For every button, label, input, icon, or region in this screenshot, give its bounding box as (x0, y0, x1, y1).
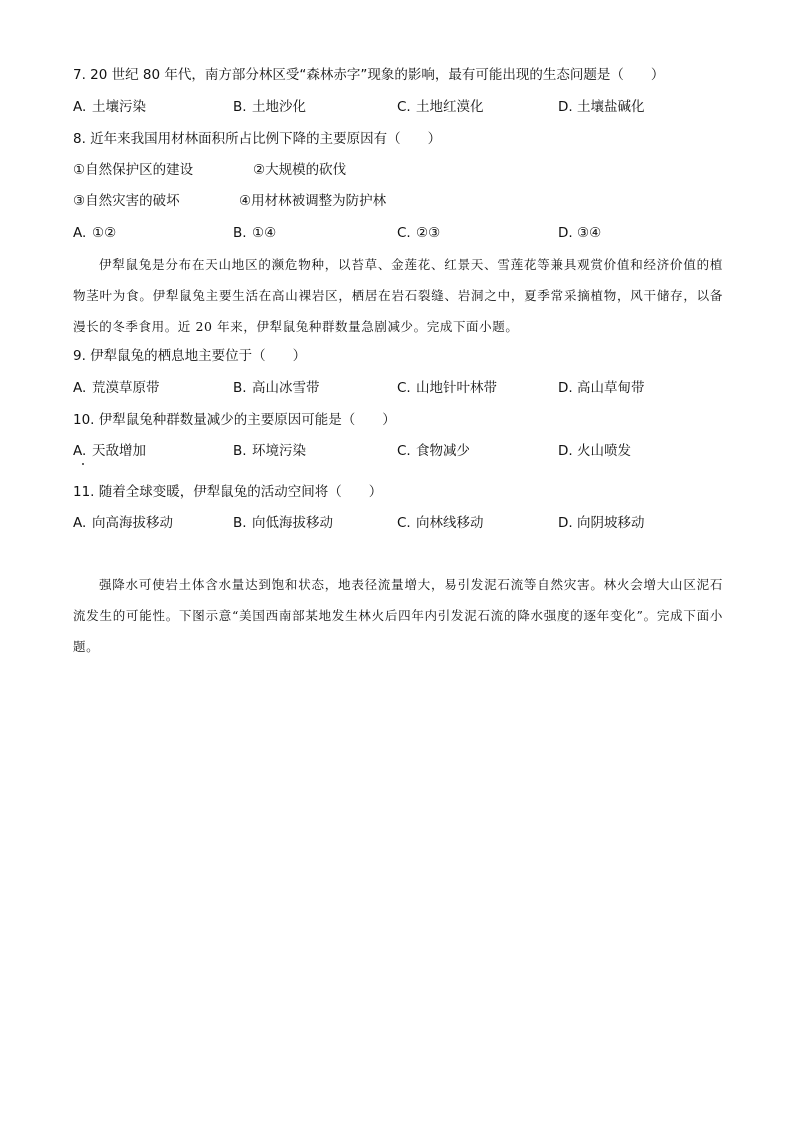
question-8-option-b (233, 224, 276, 242)
option-key: C. (397, 380, 411, 396)
option-text: ②③ (416, 225, 441, 241)
option-key: A. (73, 443, 87, 459)
question-7-option-c (397, 98, 484, 116)
option-text: 山地针叶林带 (416, 380, 497, 396)
question-11-option-c (397, 514, 484, 532)
option-key: D. (558, 225, 573, 241)
question-9-option-b (233, 379, 320, 397)
option-key: D. (558, 99, 573, 115)
option-key: A. (73, 99, 87, 115)
option-text: 食物减少 (416, 443, 470, 459)
question-7-stem: 7. 20 世纪 80 年代，南方部分林区受“森林赤字”现象的影响，最有可能出现的生态问题是（ ） (73, 67, 665, 83)
option-text: 火山喷发 (577, 443, 631, 459)
option-text: 土壤盐碱化 (577, 99, 645, 115)
question-8-statement-3: ③自然灾害的破坏 (73, 193, 180, 209)
option-text: 天敌增加 (92, 443, 146, 459)
question-10-option-a (73, 442, 146, 460)
option-text: ③④ (577, 225, 602, 241)
option-text: ①④ (252, 225, 277, 241)
option-key: D. (558, 380, 573, 396)
question-10-option-c (397, 442, 470, 460)
question-8-option-c (397, 224, 440, 242)
option-key: C. (397, 515, 411, 531)
question-7-option-a (73, 98, 146, 116)
question-10-stem: 10. 伊犁鼠兔种群数量减少的主要原因可能是（ ） (73, 412, 396, 428)
option-text: 荒漠草原带 (92, 380, 160, 396)
option-key: C. (397, 99, 411, 115)
option-text: 向林线移动 (416, 515, 484, 531)
question-11-option-d (558, 514, 645, 532)
option-text: 向阴坡移动 (577, 515, 645, 531)
option-key: A. (73, 225, 87, 241)
option-key: C. (397, 443, 411, 459)
option-key: D. (558, 443, 573, 459)
question-7-option-d (558, 98, 645, 116)
option-key: D. (558, 515, 573, 531)
question-8-statement-4: ④用材林被调整为防护林 (239, 193, 387, 209)
option-text: 高山冰雪带 (252, 380, 320, 396)
question-7-option-b (233, 98, 306, 116)
question-9-option-c (397, 379, 497, 397)
question-10-option-d (558, 442, 631, 460)
question-9-option-a (73, 379, 160, 397)
question-8-stem: 8. 近年来我国用材林面积所占比例下降的主要原因有（ ） (73, 131, 442, 147)
question-11-option-b (233, 514, 333, 532)
option-key: A. (73, 380, 87, 396)
option-key: B. (233, 380, 247, 396)
option-text: ①② (92, 225, 117, 241)
option-text: 向高海拔移动 (92, 515, 173, 531)
option-key: B. (233, 99, 247, 115)
question-8-statement-1: ①自然保护区的建设 (73, 162, 194, 178)
option-text: 土壤污染 (92, 99, 146, 115)
reading-passage-debris-flow: 强降水可使岩土体含水量达到饱和状态，地表径流量增大，易引发泥石流等自然灾害。林火会增大山区泥石流发生的可能性。下图示意“美国西南部某地发生林火后四年内引发泥石流的降水强度的逐年变化”。完成下面小题。 (73, 577, 723, 654)
question-8-option-d (558, 224, 601, 242)
question-10-option-b (233, 442, 306, 460)
option-text: 土地红漠化 (416, 99, 484, 115)
option-text: 土地沙化 (252, 99, 306, 115)
option-text: 高山草甸带 (577, 380, 645, 396)
reading-passage-ili-pika: 伊犁鼠兔是分布在天山地区的濒危物种，以苔草、金莲花、红景天、雪莲花等兼具观赏价值和经济价值的植物茎叶为食。伊犁鼠兔主要生活在高山裸岩区，栖居在岩石裂缝、岩洞之中，夏季常采摘植物，风干储存，以备漫长的冬季食用。近 20 年来，伊犁鼠兔种群数量急剧减少。完成下面小题。 (73, 257, 723, 334)
option-key: C. (397, 225, 411, 241)
option-key: B. (233, 515, 247, 531)
question-9-option-d (558, 379, 645, 397)
option-key: B. (233, 225, 247, 241)
question-11-stem: 11. 随着全球变暖，伊犁鼠兔的活动空间将（ ） (73, 484, 383, 500)
option-text: 向低海拔移动 (252, 515, 333, 531)
option-key: A. (73, 515, 87, 531)
question-9-stem: 9. 伊犁鼠兔的栖息地主要位于（ ） (73, 348, 307, 364)
question-11-option-a (73, 514, 173, 532)
option-key: B. (233, 443, 247, 459)
question-8-option-a (73, 224, 116, 242)
question-8-statement-2: ②大规模的砍伐 (253, 162, 347, 178)
option-text: 环境污染 (252, 443, 306, 459)
stray-dot-mark (82, 463, 84, 465)
